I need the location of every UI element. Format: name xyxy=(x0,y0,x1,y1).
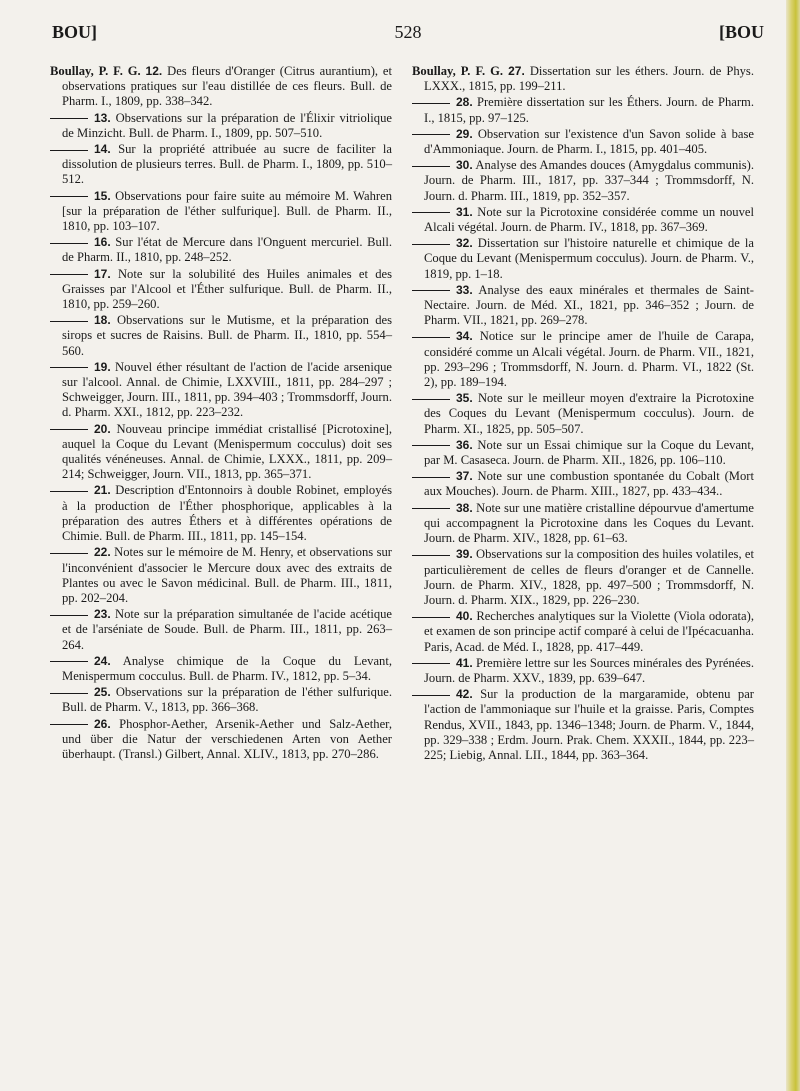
entry-number: 27. xyxy=(508,64,525,78)
ditto-dash xyxy=(50,150,88,151)
bibliography-entry xyxy=(50,717,392,763)
bibliography-entry xyxy=(50,360,392,421)
entry-number: 41. xyxy=(456,655,473,670)
ditto-dash xyxy=(412,445,450,446)
ditto-dash xyxy=(412,617,450,618)
entry-text: Nouvel éther résultant de l'action de l'acide arsenique sur l'alcool. Annal. de Chimie, LXXVIII., 1811, pp. 284–297 ; Schweigger, Journ. III., 1811, pp. 394–403 ; Trommsdorff, Journ. d. Pharm. XXI., 1812, pp. 223–232. xyxy=(62,359,393,420)
header-left: BOU] xyxy=(52,22,97,42)
entry-number: 26. xyxy=(94,716,111,731)
entry-text: Analyse des Amandes douces (Amygdalus communis). Journ. de Pharm. III., 1817, pp. 337–344 ; Trommsdorff, N. Journ. d. Pharm. III., 1819, pp. 352–357. xyxy=(424,158,754,203)
entry-text: Première lettre sur les Sources minérales des Pyrénées. Journ. de Pharm. XXV., 1839, pp. 639–647. xyxy=(424,655,754,685)
entry-number: 37. xyxy=(456,469,473,484)
entry-text: Note sur une matière cristalline dépourvue d'amertume qui accompagnent la Picrotoxine dans les Coques du Levant. Journ. de Pharm. XIV., 1828, pp. 61–63. xyxy=(424,500,754,546)
entry-text: Phosphor-Aether, Arsenik-Aether und Salz-Aether, und über die Natur der verschiedenen Arten von Aether überhaupt. (Transl.) Gilbert, Annal. XLIV., 1813, pp. 270–286. xyxy=(62,716,392,761)
entry-number: 19. xyxy=(94,359,111,374)
entry-text: Observations sur le Mutisme, et la préparation des sirops et sucres de Raisins. Bull. de Pharm. II., 1810, pp. 554–560. xyxy=(62,313,392,358)
bibliography-entry xyxy=(412,687,754,763)
bibliography-entry xyxy=(412,283,754,329)
entry-number: 35. xyxy=(456,391,473,406)
entry-text: Note sur la préparation simultanée de l'acide acétique et de l'arséniate de Soude. Bull. de Pharm. III., 1811, pp. 263–264. xyxy=(62,607,392,652)
ditto-dash xyxy=(50,661,88,662)
entry-text: Observations sur la préparation de l'éther sulfurique. Bull. de Pharm. V., 1813, pp. 366–368. xyxy=(62,685,392,715)
entry-text: Sur la propriété attribuée au sucre de faciliter la dissolution de plusieurs terres. Bull. de Pharm. I., 1809, pp. 510–512. xyxy=(62,142,392,187)
ditto-dash xyxy=(50,321,88,322)
left-column xyxy=(50,64,392,762)
bibliography-entry xyxy=(412,127,754,157)
ditto-dash xyxy=(50,274,88,275)
entry-number: 12. xyxy=(145,64,163,78)
entry-number: 28. xyxy=(456,95,473,110)
entry-number: 18. xyxy=(94,313,111,328)
ditto-dash xyxy=(412,166,450,167)
bibliography-entry xyxy=(412,609,754,655)
entry-text: Note sur une combustion spontanée du Cobalt (Mort aux Mouches). Journ. de Pharm. XIII., 1827, pp. 433–434.. xyxy=(424,469,754,499)
running-header xyxy=(52,22,764,46)
entry-author: Boullay, P. F. G. xyxy=(50,64,141,78)
entry-number: 17. xyxy=(94,266,111,281)
entry-number: 33. xyxy=(456,282,473,297)
entry-number: 30. xyxy=(456,158,473,173)
entry-text: Dissertation sur l'histoire naturelle et chimique de la Coque du Levant (Menispermum cocculus). Journ. de Pharm. V., 1819, pp. 1–18. xyxy=(424,236,754,281)
bibliography-entry xyxy=(412,469,754,499)
entry-text: Notice sur le principe amer de l'huile de Carapa, considéré comme un Alcali végétal. Journ. de Pharm. VII., 1821, pp. 293–296 ; Trommsdorff, N. Journ. d. Pharm. VI., 1822 (St. 2), pp. 189–194. xyxy=(424,329,755,390)
entry-text: Analyse des eaux minérales et thermales de Saint-Nectaire. Journ. de Méd. XI., 1821, pp. 346–352 ; Journ. de Pharm. VII., 1821, pp. 269–278. xyxy=(424,282,754,328)
entry-text: Observation sur l'existence d'un Savon solide à base d'Ammoniaque. Journ. de Pharm. I., 1815, pp. 401–405. xyxy=(424,126,754,157)
entry-text: Description d'Entonnoirs à double Robinet, employés à la production de l'Éther phosphorique, applicables à la préparation des autres Éthers et à différentes opérations de Chimie. Bull. de Pharm. III., 1811, pp. 145–154. xyxy=(62,483,392,544)
bibliography-entry xyxy=(412,64,754,94)
bibliography-entry xyxy=(50,235,392,265)
ditto-dash xyxy=(50,243,88,244)
entry-number: 24. xyxy=(94,653,111,668)
ditto-dash xyxy=(50,553,88,554)
entry-number: 42. xyxy=(456,687,473,702)
entry-text: Notes sur le mémoire de M. Henry, et observations sur l'inconvénient d'associer le Mercure doux avec des extraits de Plantes ou avec le Savon médicinal. Bull. de Pharm. III., 1811, pp. 202–204. xyxy=(62,545,392,605)
ditto-dash xyxy=(50,429,88,430)
entry-text: Des fleurs d'Oranger (Citrus aurantium), et observations pratiques sur l'eau distillée de ces fleurs. Bull. de Pharm. I., 1809, pp. 338–342. xyxy=(62,64,392,109)
entry-text: Note sur la Picrotoxine considérée comme un nouvel Alcali végétal. Journ. de Pharm. IV., 1818, pp. 367–369. xyxy=(424,204,754,235)
entry-number: 21. xyxy=(94,483,111,498)
bibliography-entry xyxy=(50,142,392,188)
bibliography-entry xyxy=(412,329,754,390)
ditto-dash xyxy=(50,196,88,197)
entry-number: 20. xyxy=(94,421,111,436)
ditto-dash xyxy=(50,724,88,725)
entry-text: Recherches analytiques sur la Violette (Viola odorata), et examen de son principe actif comparé à celui de l'Ipécacuanha. Paris, Acad. de Méd. I., 1828, pp. 417–449. xyxy=(424,609,754,654)
bibliography-entry xyxy=(412,158,754,204)
entry-number: 29. xyxy=(456,126,473,141)
ditto-dash xyxy=(412,477,450,478)
entry-number: 15. xyxy=(94,188,111,203)
entry-number: 25. xyxy=(94,685,111,700)
ditto-dash xyxy=(412,695,450,696)
bibliography-entry xyxy=(412,391,754,437)
header-right: [BOU xyxy=(719,22,764,42)
entry-number: 23. xyxy=(94,607,111,622)
entry-text: Nouveau principe immédiat cristallisé [Picrotoxine], auquel la Coque du Levant (Menispermum cocculus) doit ses qualités vénéneuses. Annal. de Chimie, LXXX., 1811, pp. 209–214; Schweigger, Journ. VII., 1813, pp. 365–371. xyxy=(62,421,392,482)
entry-number: 32. xyxy=(456,236,473,251)
bibliography-entry xyxy=(50,654,392,684)
entry-text: Sur l'état de Mercure dans l'Onguent mercuriel. Bull. de Pharm. II., 1810, pp. 248–252. xyxy=(62,235,392,265)
entry-text: Note sur le meilleur moyen d'extraire la Picrotoxine des Coques du Levant (Menispermum cocculus). Journ. de Pharm. XI., 1825, pp. 505–507. xyxy=(424,391,754,436)
entry-text: Observations pour faire suite au mémoire M. Wahren [sur la préparation de l'éther sulfurique]. Bull. de Pharm. II., 1810, pp. 103–107. xyxy=(62,188,392,234)
ditto-dash xyxy=(412,103,450,104)
entry-number: 13. xyxy=(94,110,111,125)
bibliography-entry xyxy=(412,95,754,125)
entry-number: 14. xyxy=(94,142,111,157)
bibliography-entry xyxy=(412,656,754,686)
entry-text: Observations sur la composition des huiles volatiles, et particulièrement de celles de fleurs d'oranger et de Cannelle. Journ. de Pharm. XIV., 1828, pp. 497–500 ; Trommsdorff, N. Journ. d. Pharm. XIX., 1829, pp. 226–230. xyxy=(424,547,754,607)
right-column xyxy=(412,64,754,763)
entry-text: Sur la production de la margaramide, obtenu par l'action de l'ammoniaque sur l'huile et la graisse. Paris, Comptes Rendus, XVII., 1843, pp. 1346–1348; Journ. de Pharm. V., 1844, pp. 329–338 ; Erdm. Journ. Prak. Chem. XXXII., 1844, pp. 223–225; Liebig, Annal. LII., 1844, pp. 363–364. xyxy=(424,687,754,762)
ditto-dash xyxy=(412,134,450,135)
ditto-dash xyxy=(50,693,88,694)
bibliography-entry xyxy=(50,64,392,110)
ditto-dash xyxy=(412,508,450,509)
ditto-dash xyxy=(50,491,88,492)
entry-number: 34. xyxy=(456,329,473,344)
bibliography-entry xyxy=(412,547,754,608)
entry-number: 22. xyxy=(94,545,111,560)
ditto-dash xyxy=(412,337,450,338)
ditto-dash xyxy=(50,367,88,368)
entry-number: 40. xyxy=(456,609,473,624)
ditto-dash xyxy=(412,290,450,291)
entry-number: 36. xyxy=(456,437,473,452)
bibliography-entry xyxy=(50,422,392,483)
entry-number: 31. xyxy=(456,204,473,219)
bibliography-entry xyxy=(50,545,392,606)
entry-text: Note sur un Essai chimique sur la Coque du Levant, par M. Casaseca. Journ. de Pharm. XII., 1826, pp. 106–110. xyxy=(424,437,754,468)
entry-author: Boullay, P. F. G. xyxy=(412,64,504,78)
ditto-dash xyxy=(412,663,450,664)
ditto-dash xyxy=(412,212,450,213)
ditto-dash xyxy=(50,615,88,616)
bibliography-entry xyxy=(50,483,392,544)
bibliography-entry xyxy=(50,111,392,141)
bibliography-entry xyxy=(50,313,392,359)
entry-text: Note sur la solubilité des Huiles animales et des Graisses par l'Alcool et l'Éther sulfurique. Bull. de Pharm. II., 1810, pp. 259–260. xyxy=(62,266,392,312)
entry-text: Observations sur la préparation de l'Élixir vitriolique de Minzicht. Bull. de Pharm. I., 1809, pp. 507–510. xyxy=(62,110,392,140)
bibliography-entry xyxy=(50,685,392,715)
ditto-dash xyxy=(50,118,88,119)
entry-text: Analyse chimique de la Coque du Levant, Menispermum cocculus. Bull. de Pharm. IV., 1812, pp. 5–34. xyxy=(62,653,392,683)
ditto-dash xyxy=(412,244,450,245)
bibliography-entry xyxy=(412,501,754,547)
bibliography-entry xyxy=(412,205,754,235)
ditto-dash xyxy=(412,399,450,400)
entry-text: Première dissertation sur les Éthers. Journ. de Pharm. I., 1815, pp. 97–125. xyxy=(424,95,754,125)
bibliography-entry xyxy=(412,236,754,282)
entry-number: 39. xyxy=(456,547,473,562)
entry-text: Dissertation sur les éthers. Journ. de Phys. LXXX., 1815, pp. 199–211. xyxy=(424,64,754,94)
page-edge-decoration xyxy=(786,0,800,1091)
bibliography-entry xyxy=(50,267,392,313)
entry-number: 38. xyxy=(456,500,473,515)
bibliography-entry xyxy=(412,438,754,468)
bibliography-entry xyxy=(50,189,392,235)
ditto-dash xyxy=(412,555,450,556)
entry-number: 16. xyxy=(94,235,111,250)
page-number: 528 xyxy=(394,22,422,42)
bibliography-entry xyxy=(50,607,392,653)
